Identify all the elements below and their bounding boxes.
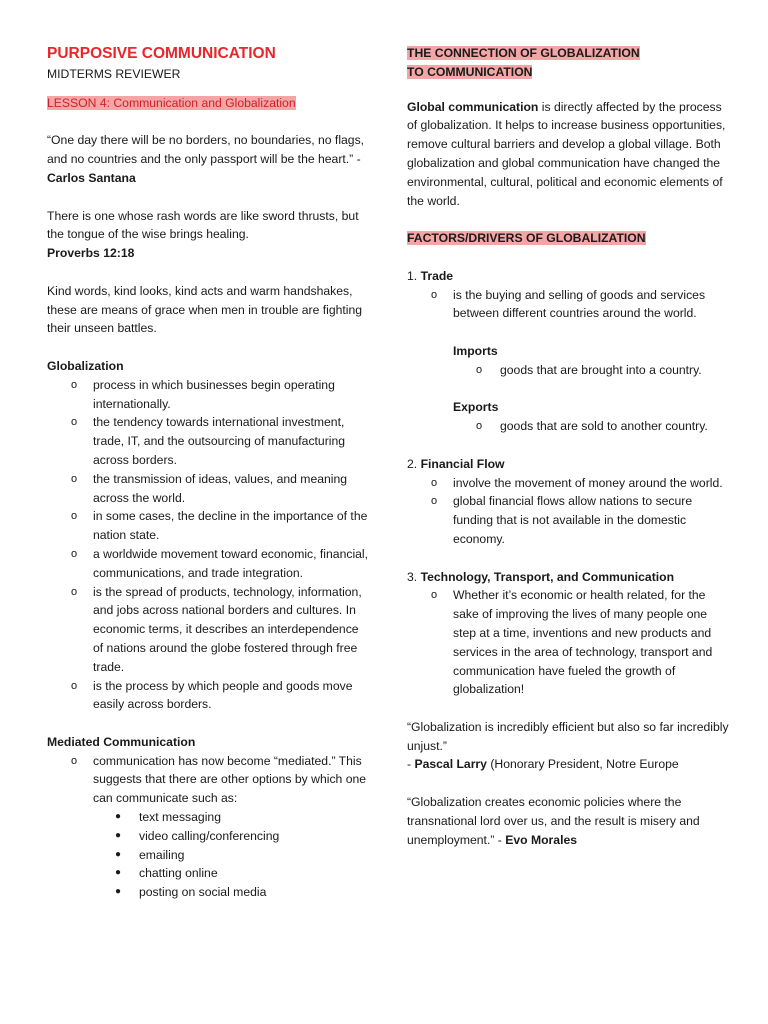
list-item: o Whether it’s economic or health related, for the sake of improving the lives of many people one step at a time, inventions and new products and services in the area of technology, transport and communication have fueled the growth of globalization! xyxy=(431,588,713,697)
mediated-heading: Mediated Communication xyxy=(47,734,196,749)
list-item: o process in which businesses begin operating internationally. xyxy=(71,377,335,411)
list-item: o goods that are brought into a country. xyxy=(476,362,702,377)
trade-heading: 1. Trade xyxy=(407,268,454,283)
tech-list xyxy=(407,586,732,699)
left-column xyxy=(47,44,369,902)
quote-kind-words: Kind words, kind looks, kind acts and warm handshakes, these are means of grace when men in trouble are fighting their unseen battles. xyxy=(47,283,363,336)
list-item: ● chatting online xyxy=(115,866,218,881)
quote-author: Carlos Santana xyxy=(47,170,136,185)
lesson-heading: LESSON 4: Communication and Globalization xyxy=(47,95,296,110)
quote-reference: Proverbs 12:18 xyxy=(47,246,135,261)
list-item: o involve the movement of money around the world. xyxy=(431,475,723,490)
list-item: o in some cases, the decline in the importance of the nation state. xyxy=(71,509,368,543)
list-item: o global financial flows allow nations to secure funding that is not available in the domestic economy. xyxy=(431,494,693,546)
tech-heading: 3. Technology, Transport, and Communication xyxy=(407,569,675,584)
quote-santana: “One day there will be no borders, no boundaries, no flags, and no countries and the only passport will be the heart.” - Carlos Santana xyxy=(47,133,365,185)
list-item: ● emailing xyxy=(115,847,185,862)
list-item: o a worldwide movement toward economic, financial, communications, and trade integration. xyxy=(71,546,369,580)
financial-list xyxy=(407,474,732,549)
list-item: o goods that are sold to another country. xyxy=(476,419,708,434)
trade-list xyxy=(407,286,732,324)
document-title: PURPOSIVE COMMUNICATION xyxy=(47,45,276,62)
exports-list xyxy=(407,417,732,436)
list-item: ● posting on social media xyxy=(115,885,267,900)
list-item: o is the spread of products, technology, information, and jobs across national borders and cultures. In economic terms, it describes an interdependence of nations around the globe fostered through free trade. xyxy=(71,584,362,674)
list-item: o the transmission of ideas, values, and meaning across the world. xyxy=(71,471,348,505)
list-item: o the tendency towards international investment, trade, IT, and the outsourcing of manufacturing across borders. xyxy=(71,415,346,467)
list-item: ● video calling/conferencing xyxy=(115,828,280,843)
list-item: o communication has now become “mediated.” This suggests that there are other options by which one can communicate such as: xyxy=(71,753,367,806)
connection-heading: THE CONNECTION OF GLOBALIZATION TO COMMUNICATION xyxy=(407,46,640,79)
globalization-list xyxy=(47,376,369,714)
globalization-heading: Globalization xyxy=(47,358,124,373)
imports-heading: Imports xyxy=(453,343,498,358)
imports-list xyxy=(407,361,732,380)
list-item: o is the buying and selling of goods and services between different countries around the world. xyxy=(431,287,706,321)
mediated-list xyxy=(47,752,369,808)
list-item: ● text messaging xyxy=(115,810,221,825)
quote-larry-attribution: - Pascal Larry (Honorary President, Notre Europe xyxy=(407,757,679,772)
connection-paragraph: Global communication is directly affected by the process of globalization. It helps to increase business opportunities, remove cultural barriers and develop a global village. Both globalization and global communication have changed the environmental, cultural, political and economic elements of the world. xyxy=(407,99,726,208)
quote-morales: “Globalization creates economic policies where the transnational lord over us, and the result is misery and unemployment.” - Evo Morales xyxy=(407,795,700,847)
exports-heading: Exports xyxy=(453,400,499,415)
quote-proverbs: There is one whose rash words are like sword thrusts, but the tongue of the wise brings healing. xyxy=(47,208,359,242)
quote-larry: “Globalization is incredibly efficient but also so far incredibly unjust.” xyxy=(407,719,729,753)
factors-heading: FACTORS/DRIVERS OF GLOBALIZATION xyxy=(407,231,646,246)
list-item: o is the process by which people and goods move easily across borders. xyxy=(71,678,353,712)
right-column xyxy=(407,44,732,849)
document-subtitle: MIDTERMS REVIEWER xyxy=(47,67,181,81)
mediated-sublist xyxy=(47,808,369,902)
financial-heading: 2. Financial Flow xyxy=(407,456,505,471)
